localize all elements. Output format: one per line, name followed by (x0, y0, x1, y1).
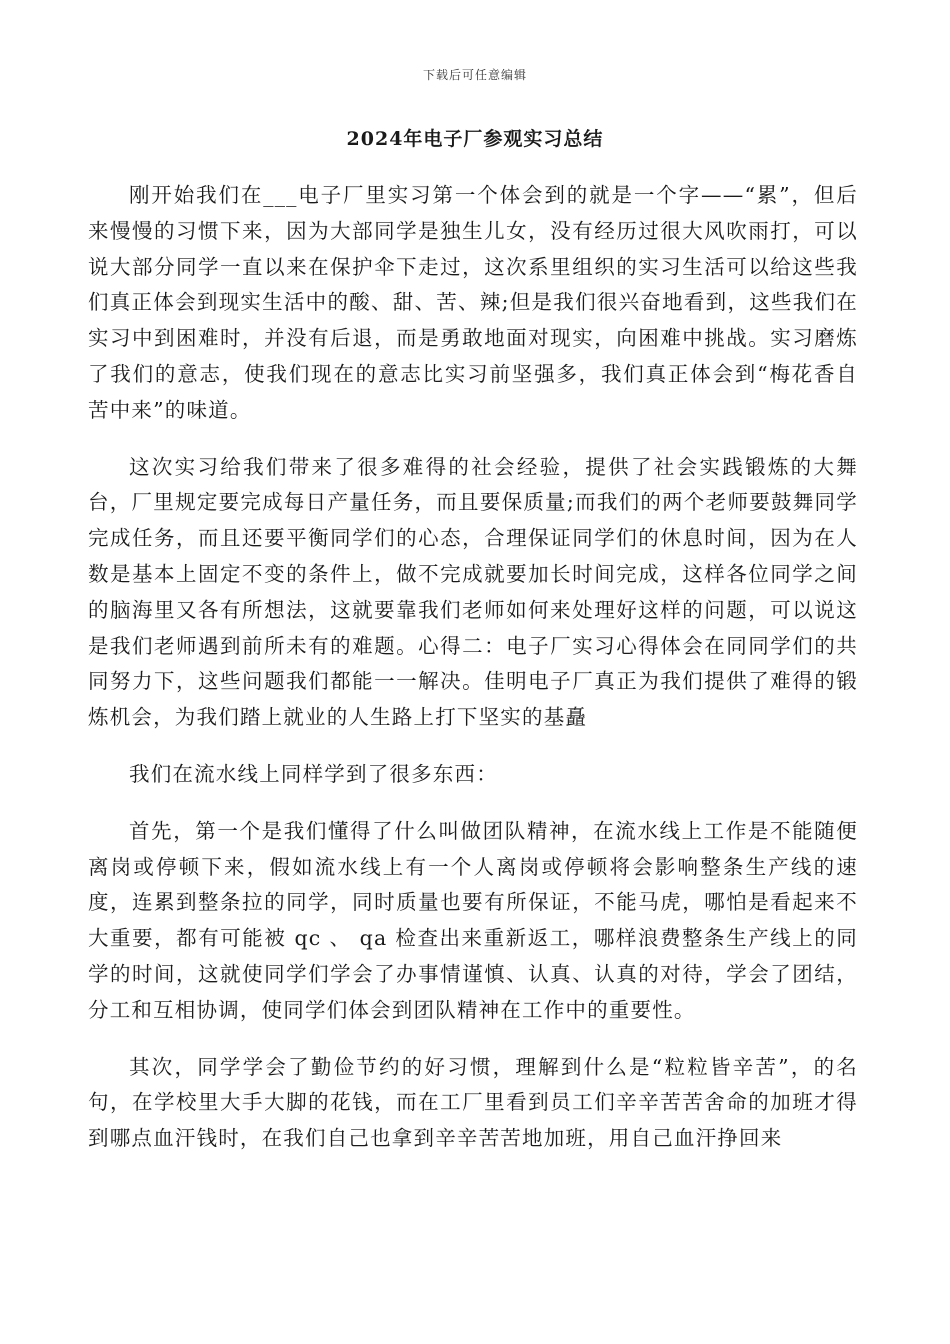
header-note: 下载后可任意编辑 (422, 68, 527, 82)
paragraph-2: 这次实习给我们带来了很多难得的社会经验，提供了社会实践锻炼的大舞台，厂里规定要完成每日产量任务，而且要保质量;而我们的两个老师要鼓舞同学完成任务，而且还要平衡同学们的心态，合理保证同学们的休息时间，因为在人数是基本上固定不变的条件上，做不完成就要加长时间完成，这样各位同学之间的脑海里又各有所想法，这就要靠我们老师如何来处理好这样的问题，可以说这是我们老师遇到前所未有的难题。心得二：电子厂实习心得体会在同同学们的共同努力下，这些问题我们都能一一解决。佳明电子厂真正为我们提供了难得的锻炼机会，为我们踏上就业的人生路上打下坚实的基矗 (88, 454, 858, 730)
document-title: 2024年电子厂参观实习总结 (346, 128, 604, 150)
paragraph-1: 刚开始我们在___电子厂里实习第一个体会到的就是一个字——“累”，但后来慢慢的习惯下来，因为大部同学是独生儿女，没有经历过很大风吹雨打，可以说大部分同学一直以来在保护伞下走过，这次系里组织的实习生活可以给这些我们真正体会到现实生活中的酸、甜、苦、辣;但是我们很兴奋地看到，这些我们在实习中到困难时，并没有后退，而是勇敢地面对现实，向困难中挑战。实习磨炼了我们的意志，使我们现在的意志比实习前坚强多，我们真正体会到“梅花香自苦中来”的味道。 (88, 183, 858, 422)
paragraph-3: 我们在流水线上同样学到了很多东西： (129, 761, 498, 786)
document-body (88, 178, 858, 1178)
paragraph-5: 其次，同学学会了勤俭节约的好习惯，理解到什么是“粒粒皆辛苦”，的名句，在学校里大手大脚的花钱，而在工厂里看到员工们辛辛苦苦舍命的加班才得到哪点血汗钱时，在我们自己也拿到辛辛苦苦地加班，用自己血汗挣回来 (88, 1054, 858, 1151)
paragraph-4: 首先，第一个是我们懂得了什么叫做团队精神，在流水线上工作是不能随便离岗或停顿下来，假如流水线上有一个人离岗或停顿将会影响整条生产线的速度，连累到整条拉的同学，同时质量也要有所保证，不能马虎，哪怕是看起来不大重要，都有可能被 qc 、 qa 检查出来重新返工，哪样浪费整条生产线上的同学的时间，这就使同学们学会了办事情谨慎、认真、认真的对待，学会了团结，分工和互相协调，使同学们体会到团队精神在工作中的重要性。 (88, 818, 858, 1022)
